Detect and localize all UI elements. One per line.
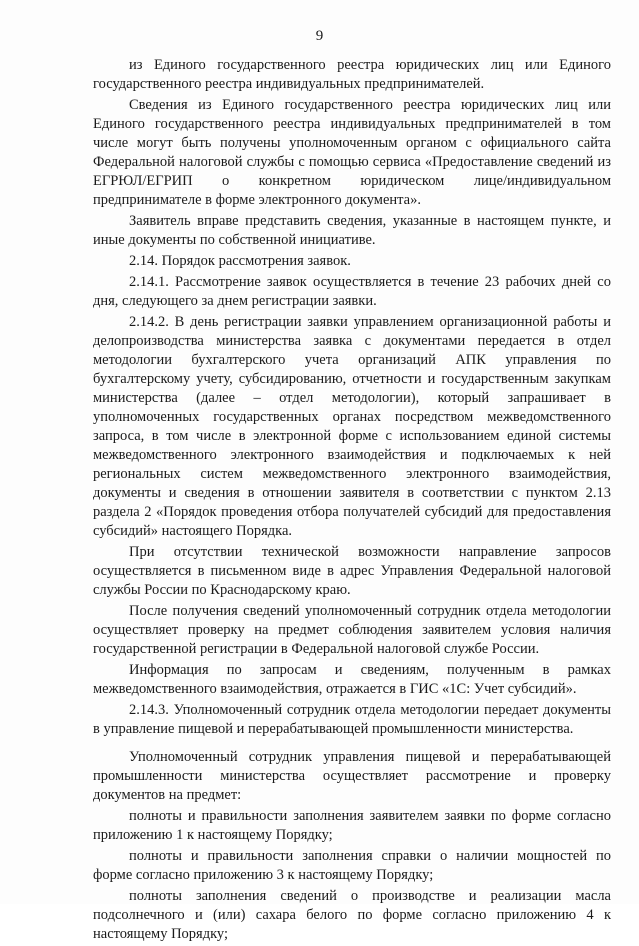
paragraph: Уполномоченный сотрудник управления пищевой и перерабатывающей промышленности министерства осуществляет рассмотрение и проверку документов на предмет: (93, 749, 611, 803)
page-number: 9 (315, 28, 324, 44)
list-item: полноты и правильности заполнения справки о наличии мощностей по форме согласно приложению 3 к настоящему Порядку; (93, 848, 611, 883)
list-item: полноты заполнения сведений о производстве и реализации масла подсолнечного и (или) сахара белого по форме согласно приложению 4 к настоящему Порядку; (93, 888, 611, 942)
paragraph: После получения сведений уполномоченный сотрудник отдела методологии осуществляет проверку на предмет соблюдения заявителем условия наличия государственной регистрации в Федеральной налоговой службе России. (93, 603, 611, 657)
paragraph: 2.14.1. Рассмотрение заявок осуществляется в течение 23 рабочих дней со дня, следующего за днем регистрации заявки. (93, 274, 611, 309)
document-body (93, 56, 611, 946)
paragraph: Заявитель вправе представить сведения, указанные в настоящем пункте, и иные документы по собственной инициативе. (93, 213, 611, 248)
list-item: полноты и правильности заполнения заявителем заявки по форме согласно приложению 1 к настоящему Порядку; (93, 808, 611, 843)
paragraph: из Единого государственного реестра юридических лиц или Единого государственного реестра индивидуальных предпринимателей. (93, 57, 611, 92)
paragraph: Информация по запросам и сведениям, полученным в рамках межведомственного взаимодействия, отражается в ГИС «1С: Учет субсидий». (93, 662, 611, 697)
paragraph: Сведения из Единого государственного реестра юридических лиц или Единого государственного реестра индивидуальных предпринимателей в том числе могут быть получены уполномоченным органом с официального сайта Федеральной налоговой службы с помощью сервиса «Предоставление сведений из ЕГРЮЛ/ЕГРИП о конкретном юридическом лице/индивидуальном предпринимателе в форме электронного документа». (93, 97, 611, 208)
paragraph: При отсутствии технической возможности направление запросов осуществляется в письменном виде в адрес Управления Федеральной налоговой службы России по Краснодарскому краю. (93, 544, 611, 598)
paragraph: 2.14.3. Уполномоченный сотрудник отдела методологии передает документы в управление пищевой и перерабатывающей промышленности министерства. (93, 702, 611, 737)
paragraph: 2.14.2. В день регистрации заявки управлением организационной работы и делопроизводства министерства заявка с документами передается в отдел методологии бухгалтерского учета организаций АПК управления по бухгалтерскому учету, субсидированию, отчетности и государственным закупкам министерства (далее – отдел методологии), который запрашивает в уполномоченных государственных органах посредством межведомственного запроса, в том числе в электронной форме с использованием единой системы межведомственного электронного взаимодействия и подключаемых к ней региональных систем межведомственного электронного взаимодействия, документы и сведения в отношении заявителя в соответствии с пунктом 2.13 раздела 2 «Порядок проведения отбора получателей субсидий для предоставления субсидий» настоящего Порядка. (93, 314, 611, 539)
section-heading: 2.14. Порядок рассмотрения заявок. (129, 253, 351, 269)
